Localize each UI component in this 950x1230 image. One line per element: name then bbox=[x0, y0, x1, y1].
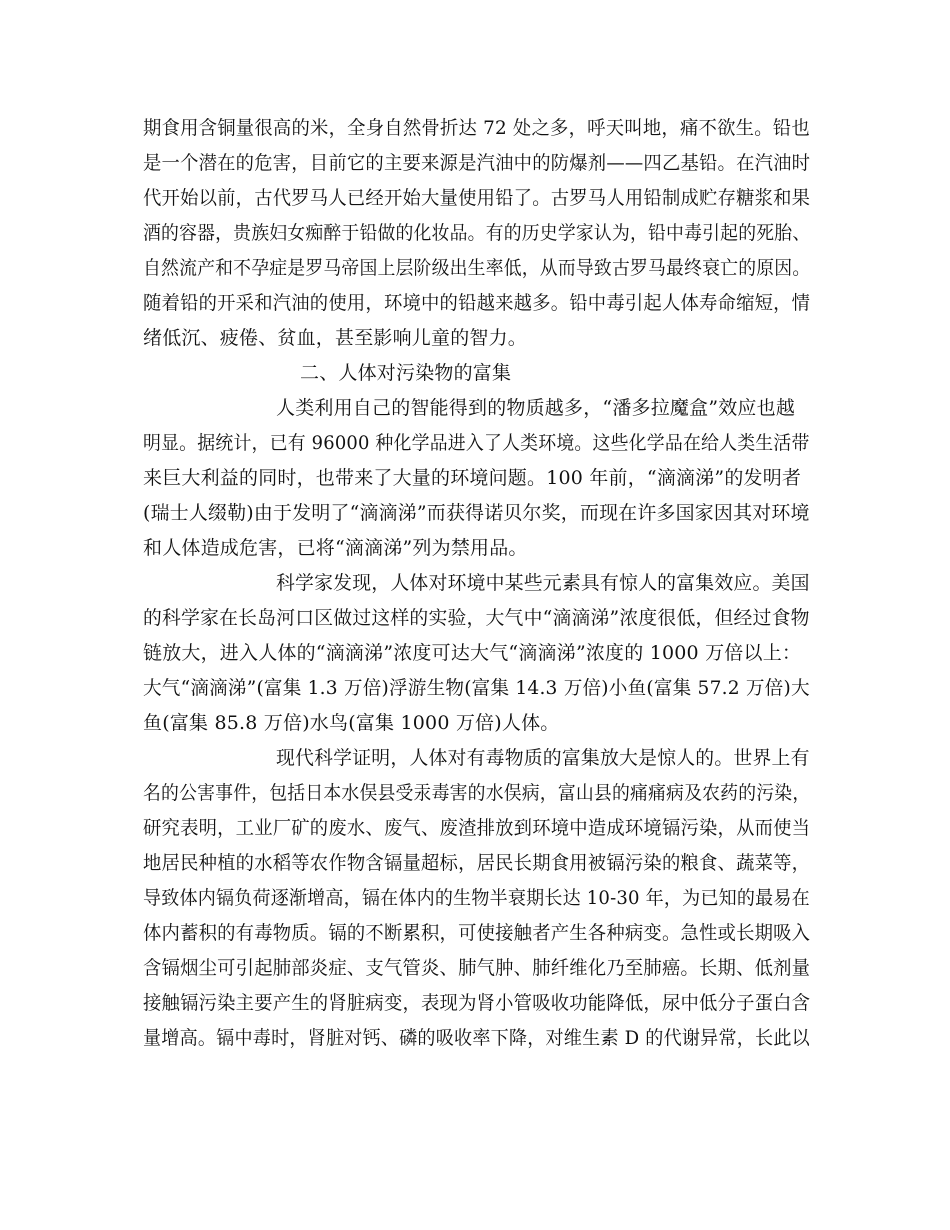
text-line: 接触镉污染主要产生的肾脏病变，表现为肾小管吸收功能降低，尿中低分子蛋白含 bbox=[143, 992, 811, 1014]
text-line: 酒的容器，贵族妇女痴醉于铅做的化妆品。有的历史学家认为，铅中毒引起的死胎、 bbox=[143, 222, 811, 244]
text-line: 期食用含铜量很高的米，全身自然骨折达 72 处之多，呼天叫地，痛不欲生。铅也 bbox=[143, 117, 810, 139]
text-line: 明显。据统计，已有 96000 种化学品进入了人类环境。这些化学品在给人类生活带 bbox=[143, 432, 810, 454]
text-line: 人类利用自己的智能得到的物质越多，“潘多拉魔盒”效应也越 bbox=[276, 397, 796, 419]
text-line: 的科学家在长岛河口区做过这样的实验，大气中“滴滴涕”浓度很低，但经过食物 bbox=[143, 607, 810, 629]
text-line: 导致体内镉负荷逐渐增高，镉在体内的生物半衰期长达 10-30 年，为已知的最易在 bbox=[143, 887, 810, 909]
text-line: 是一个潜在的危害，目前它的主要来源是汽油中的防爆剂——四乙基铅。在汽油时 bbox=[143, 152, 811, 174]
text-line: 科学家发现，人体对环境中某些元素具有惊人的富集效应。美国 bbox=[276, 572, 810, 594]
text-line: 随着铅的开采和汽油的使用，环境中的铅越来越多。铅中毒引起人体寿命缩短，情 bbox=[143, 292, 811, 314]
text-line: 自然流产和不孕症是罗马帝国上层阶级出生率低，从而导致古罗马最终衰亡的原因。 bbox=[143, 257, 811, 279]
text-line: 含镉烟尘可引起肺部炎症、支气管炎、肺气肿、肺纤维化乃至肺癌。长期、低剂量 bbox=[143, 957, 811, 979]
text-line: 和人体造成危害，已将“滴滴涕”列为禁用品。 bbox=[143, 537, 528, 559]
text-line: 大气“滴滴涕”(富集 1.3 万倍)浮游生物(富集 14.3 万倍)小鱼(富集 57.2 万倍)大 bbox=[143, 677, 810, 699]
text-line: 来巨大利益的同时，也带来了大量的环境问题。100 年前，“滴滴涕”的发明者 bbox=[143, 467, 802, 489]
text-line: (瑞士人缀勒)由于发明了“滴滴涕”而获得诺贝尔奖，而现在许多国家因其对环境 bbox=[143, 502, 810, 524]
text-line: 量增高。镉中毒时，肾脏对钙、磷的吸收率下降，对维生素 D 的代谢异常，长此以 bbox=[143, 1027, 810, 1049]
text-line: 鱼(富集 85.8 万倍)水鸟(富集 1000 万倍)人体。 bbox=[143, 712, 560, 734]
text-line: 链放大，进入人体的“滴滴涕”浓度可达大气“滴滴涕”浓度的 1000 万倍以上： bbox=[143, 642, 802, 664]
text-line: 体内蓄积的有毒物质。镉的不断累积，可使接触者产生各种病变。急性或长期吸入 bbox=[143, 922, 811, 944]
text-line: 地居民种植的水稻等农作物含镉量超标，居民长期食用被镉污染的粮食、蔬菜等， bbox=[143, 852, 811, 874]
text-line: 绪低沉、疲倦、贫血，甚至影响儿童的智力。 bbox=[143, 327, 528, 349]
text-line: 研究表明，工业厂矿的废水、废气、废渣排放到环境中造成环境镉污染，从而使当 bbox=[143, 817, 811, 839]
text-line: 代开始以前，古代罗马人已经开始大量使用铅了。古罗马人用铅制成贮存糖浆和果 bbox=[143, 187, 811, 209]
text-line: 名的公害事件，包括日本水俣县受汞毒害的水俣病，富山县的痛痛病及农药的污染， bbox=[143, 782, 811, 804]
section-heading: 二、人体对污染物的富集 bbox=[300, 362, 512, 384]
text-line: 现代科学证明，人体对有毒物质的富集放大是惊人的。世界上有 bbox=[276, 747, 810, 769]
